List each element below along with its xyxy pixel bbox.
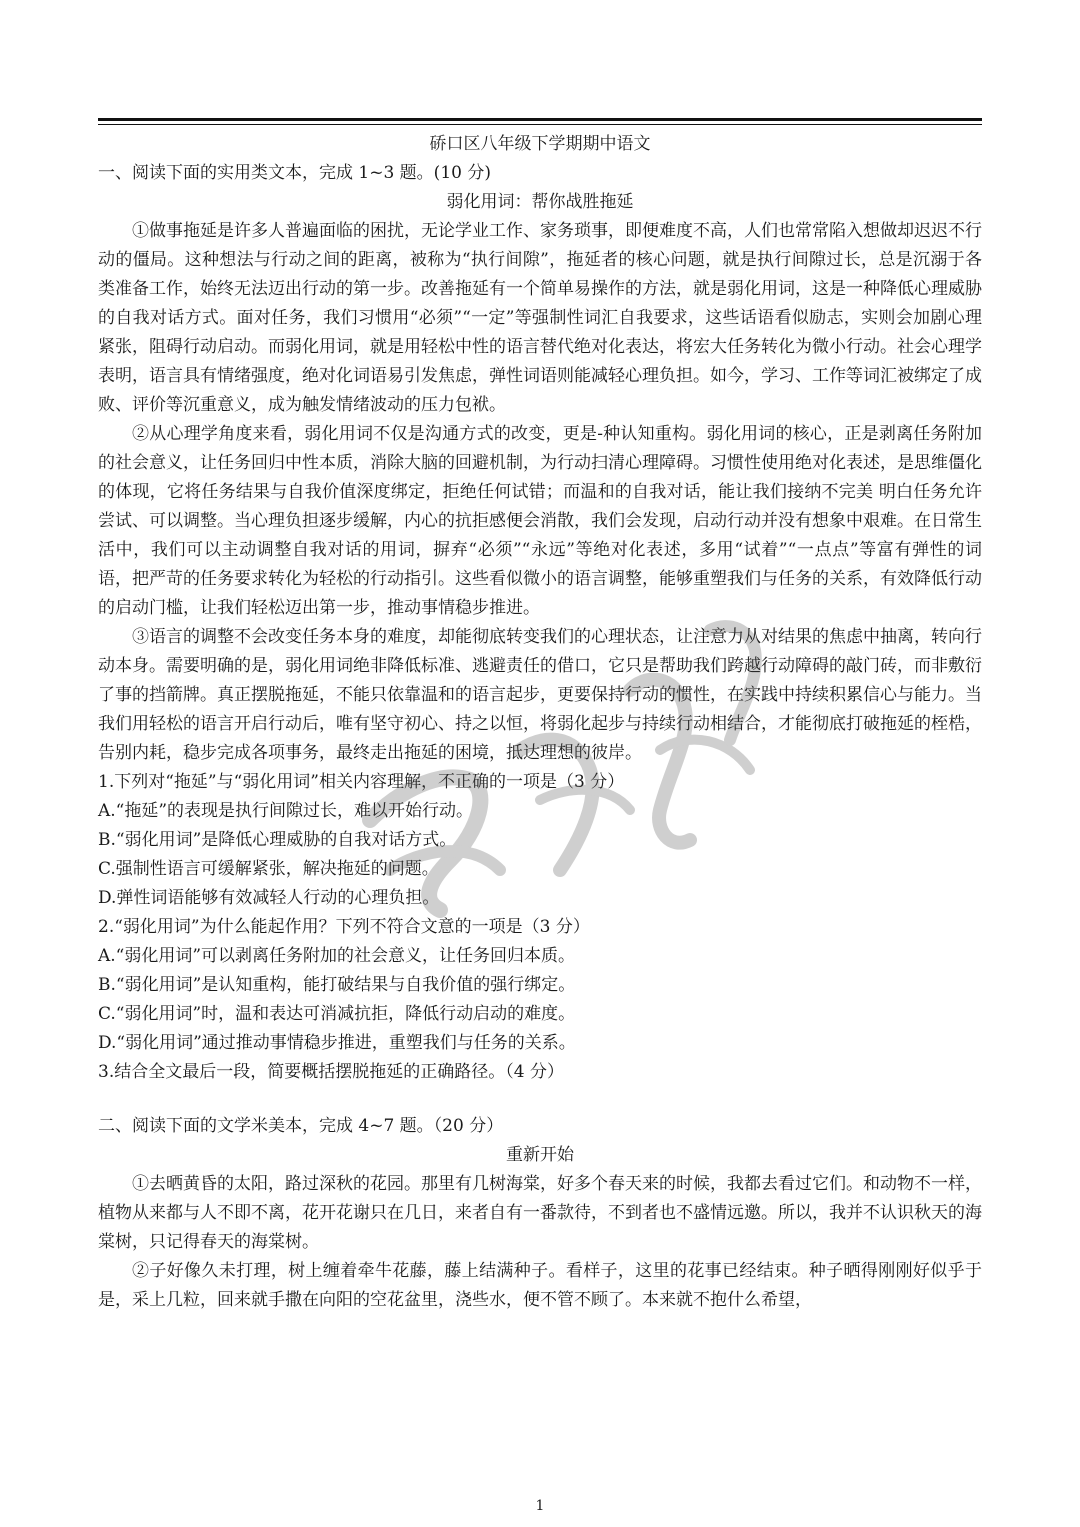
question-2-option-d: D.“弱化用词”通过推动事情稳步推进，重塑我们与任务的关系。 bbox=[98, 1033, 576, 1053]
question-3: 3.结合全文最后一段，简要概括摆脱拖延的正确路径。（4 分） bbox=[98, 1062, 564, 1082]
article2-paragraph-1: ①去晒黄昏的太阳，路过深秋的花园。那里有几树海棠，好多个春天来的时候，我都去看过它们。和动物不一样，植物从来都与人不即不离，花开花谢只在几日，来者自有一番款待，不到者也不盛情远邀。所以，我并不认识秋天的海棠树，只记得春天的海棠树。 bbox=[98, 1174, 982, 1252]
article1-paragraph-3: ③语言的调整不会改变任务本身的难度，却能彻底转变我们的心理状态，让注意力从对结果的焦虑中抽离，转向行动本身。需要明确的是，弱化用词绝非降低标准、逃避责任的借口，它只是帮助我们跨越行动障碍的敲门砖，而非敷衍了事的挡箭牌。真正摆脱拖延，不能只依靠温和的语言起步，更要保持行动的惯性，在实践中持续积累信心与能力。当我们用轻松的语言开启行动后，唯有坚守初心、持之以恒，将弱化起步与持续行动相结合，才能彻底打破拖延的桎梏，告别内耗，稳步完成各项事务，最终走出拖延的困境，抵达理想的彼岸。 bbox=[98, 627, 982, 763]
article2-paragraph-2: ②子好像久未打理，树上缠着牵牛花藤，藤上结满种子。看样子，这里的花事已经结束。种子晒得刚刚好似乎于是，采上几粒，回来就手撒在向阳的空花盆里，浇些水，便不管不顾了。本来就不抱什么希望， bbox=[98, 1261, 982, 1310]
section-heading-2: 二、阅读下面的文学米美本，完成 4~7 题。（20 分） bbox=[98, 1116, 504, 1136]
page-number: 1 bbox=[535, 1498, 545, 1514]
article1-paragraph-2: ②从心理学角度来看，弱化用词不仅是沟通方式的改变，更是-种认知重构。弱化用词的核心，正是剥离任务附加的社会意义，让任务回归中性本质，消除大脑的回避机制，为行动扫清心理障碍。习惯性使用绝对化表述，是思维僵化的体现，它将任务结果与自我价值深度绑定，拒绝任何试错；而温和的自我对话，能让我们接纳不完美 明白任务允许尝试、可以调整。当心理负担逐步缓解，内心的抗拒感便会消散，我们会发现，启动行动并没有想象中艰难。在日常生活中，我们可以主动调整自我对话的用词，摒弃“必须”“永远”等绝对化表述，多用“试着”“一点点”等富有弹性的词语，把严苛的任务要求转化为轻松的行动指引。这些看似微小的语言调整，能够重塑我们与任务的关系，有效降低行动的启动门槛，让我们轻松迈出第一步，推动事情稳步推进。 bbox=[98, 424, 982, 618]
section-gap bbox=[98, 1087, 982, 1112]
article-title-2: 重新开始 bbox=[506, 1145, 574, 1165]
header-rule-thin bbox=[98, 124, 982, 125]
question-2-option-a: A.“弱化用词”可以剥离任务附加的社会意义，让任务回归本质。 bbox=[98, 946, 576, 966]
document-title: 硚口区八年级下学期期中语文 bbox=[429, 134, 651, 154]
section-heading-1: 一、阅读下面的实用类文本，完成 1~3 题。(10 分) bbox=[98, 163, 491, 183]
question-2-option-c: C.“弱化用词”时，温和表达可消减抗拒，降低行动启动的难度。 bbox=[98, 1004, 576, 1024]
question-1: 1.下列对“拖延”与“弱化用词”相关内容理解，不正确的一项是（3 分） bbox=[98, 772, 625, 792]
question-2-option-b: B.“弱化用词”是认知重构，能打破结果与自我价值的强行绑定。 bbox=[98, 975, 576, 995]
question-1-option-c: C.强制性语言可缓解紧张，解决拖延的问题。 bbox=[98, 859, 439, 879]
question-1-option-d: D.弹性词语能够有效减轻人行动的心理负担。 bbox=[98, 888, 440, 908]
document-page bbox=[98, 118, 982, 1514]
page-content bbox=[98, 130, 982, 1315]
article1-paragraph-1: ①做事拖延是许多人普遍面临的困扰，无论学业工作、家务琐事，即便难度不高，人们也常常陷入想做却迟迟不行动的僵局。这种想法与行动之间的距离，被称为“执行间隙”，拖延者的核心问题，就是执行间隙过长，总是沉溺于各类准备工作，始终无法迈出行动的第一步。改善拖延有一个简单易操作的方法，就是弱化用词，这是一种降低心理威胁的自我对话方式。面对任务，我们习惯用“必须”“一定”等强制性词汇自我要求，这些话语看似励志，实则会加剧心理紧张，阻碍行动启动。而弱化用词，就是用轻松中性的语言替代绝对化表达，将宏大任务转化为微小行动。社会心理学表明，语言具有情绪强度，绝对化词语易引发焦虑，弹性词语则能减轻心理负担。如今，学习、工作等词汇被绑定了成败、评价等沉重意义，成为触发情绪波动的压力包袱。 bbox=[98, 221, 982, 415]
question-2: 2.“弱化用词”为什么能起作用？下列不符合文意的一项是（3 分） bbox=[98, 917, 590, 937]
article-title-1: 弱化用词：帮你战胜拖延 bbox=[446, 192, 634, 212]
question-1-option-b: B.“弱化用词”是降低心理威胁的自我对话方式。 bbox=[98, 830, 457, 850]
header-rule-thick bbox=[98, 118, 982, 121]
question-1-option-a: A.“拖延”的表现是执行间隙过长，难以开始行动。 bbox=[98, 801, 474, 821]
